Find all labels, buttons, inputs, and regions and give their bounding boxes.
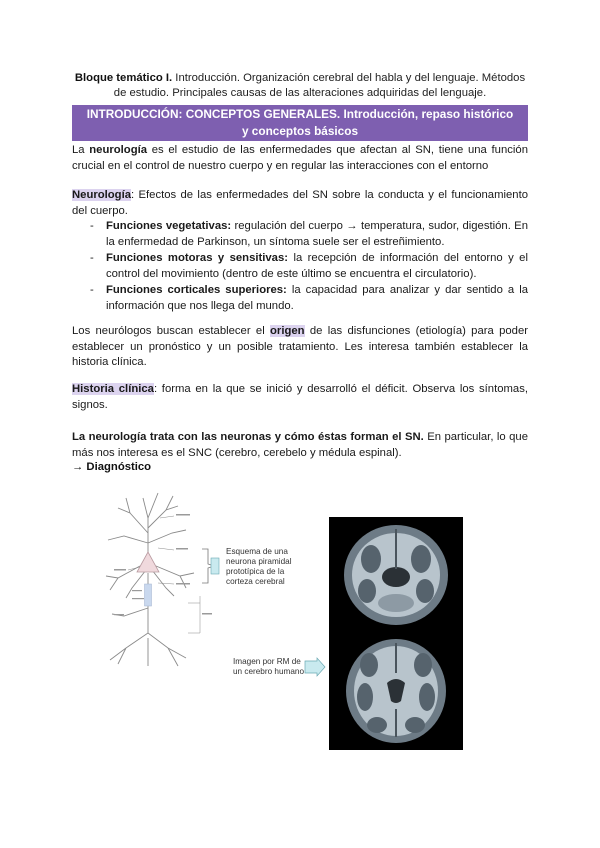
mri-caption: Imagen por RM de un cerebro humano xyxy=(233,657,305,676)
block-label: Bloque temático I. xyxy=(74,72,173,84)
block-title xyxy=(72,71,528,100)
list-item: - Funciones motoras y sensitivas: la recepción de información del entorno y el control del movimiento (dentro de este último se encuentra el circulatorio). xyxy=(90,252,528,280)
pyramidal-neuron-diagram xyxy=(88,488,216,668)
term-origen: origen xyxy=(270,325,305,337)
diagnostico-heading: → Diagnóstico xyxy=(72,461,152,473)
term-neurologia-highlight: Neurología xyxy=(72,189,131,201)
mri-pointer-arrow xyxy=(304,657,326,677)
banner-line-1: INTRODUCCIÓN: CONCEPTOS GENERALES. Introducción, repaso histórico xyxy=(86,107,514,121)
neuron-caption: Esquema de una neurona piramidal prototípica de la corteza cerebral xyxy=(226,547,292,586)
mri-brain-image xyxy=(329,519,463,631)
section-banner xyxy=(72,105,528,141)
term-neurologia: neurología xyxy=(89,144,148,156)
term-historia-clinica: Historia clínica xyxy=(72,383,154,395)
functions-list xyxy=(72,219,528,315)
list-item: - Funciones vegetativas: regulación del cuerpo → temperatura, sudor, digestión. En la enfermedad de Parkinson, un síntoma suele ser el estreñimiento. xyxy=(90,220,528,248)
intro-paragraph: La neurología es el estudio de las enfermedades que afectan al SN, tiene una función crucial en el control de nuestro cuerpo y en regular las interacciones con el entorno xyxy=(72,144,528,172)
list-item: - Funciones corticales superiores: la capacidad para analizar y dar sentido a la información que nos llega del mundo. xyxy=(90,284,529,312)
neuron-brace xyxy=(200,548,220,584)
banner-line-2: y conceptos básicos xyxy=(241,124,359,138)
neurologia-paragraph: Neurología: Efectos de las enfermedades del SN sobre la conducta y el funcionamiento del cuerpo. xyxy=(72,189,528,217)
origen-paragraph: Los neurólogos buscan establecer el origen de las disfunciones (etiología) para poder establecer un pronóstico y un posible tratamiento. Les interesa también establecer la historia clínica. xyxy=(72,325,528,368)
historia-paragraph: Historia clínica: forma en la que se inició y desarrolló el déficit. Observa los síntomas, signos. xyxy=(72,383,528,411)
mri-brain-image xyxy=(329,635,463,747)
neuronas-paragraph: La neurología trata con las neuronas y cómo éstas forman el SN. En particular, lo que más nos interesa es el SNC (cerebro, cerebelo y médula espinal). xyxy=(72,431,528,459)
block-description: Introducción. Organización cerebral del habla y del lenguaje. Métodos de estudio. Principales causas de las alteraciones adquiridas del lenguaje. xyxy=(113,72,526,99)
